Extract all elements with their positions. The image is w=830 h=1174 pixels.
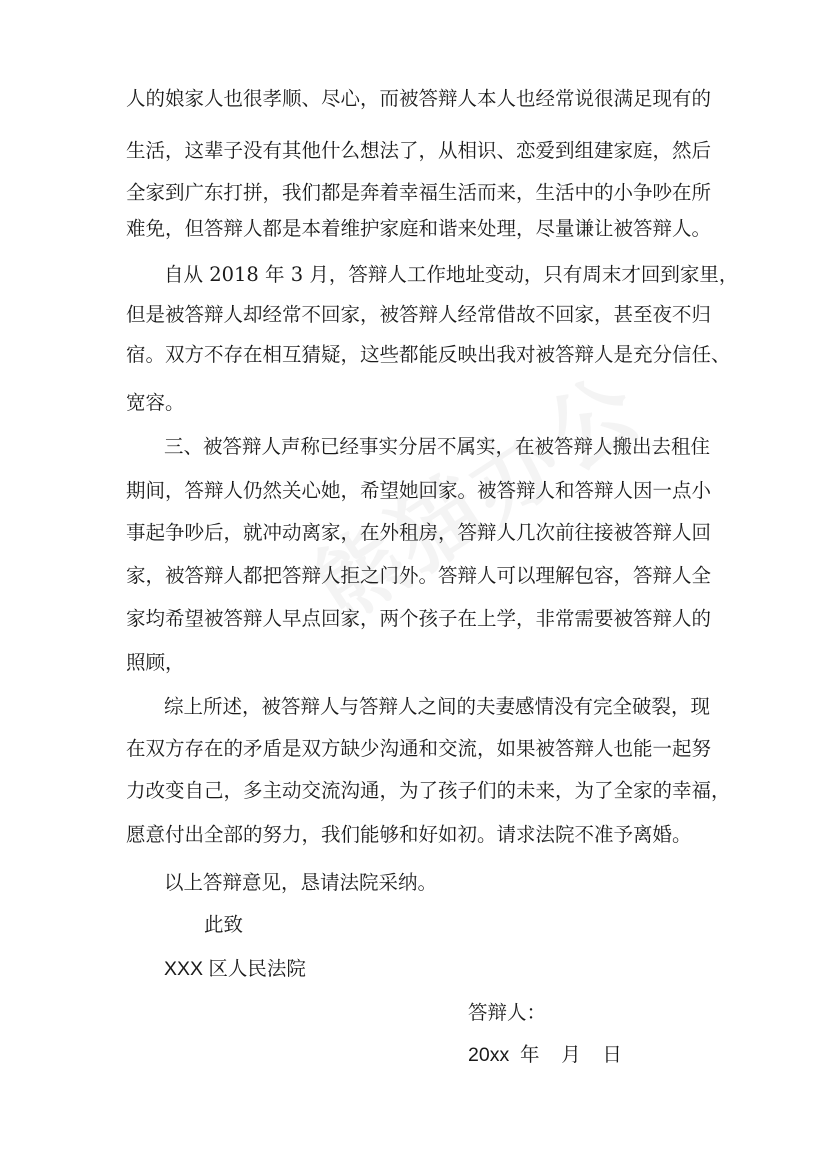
paragraph1-line: 难免，但答辩人都是本着维护家庭和谐来处理，尽量谦让被答辩人。	[126, 217, 712, 240]
signature-label: 答辩人：	[468, 1001, 547, 1024]
date-line: 20xx 年 月 日	[468, 1044, 622, 1066]
paragraph4-line: 愿意付出全部的努力，我们能够和好如初。请求法院不准予离婚。	[126, 823, 692, 846]
paragraph2-line: 宽容。	[126, 391, 185, 414]
paragraph2-line: 自从 2018 年 3 月，答辩人工作地址变动，只有周末才回到家里，	[164, 263, 739, 286]
paragraph1-line: 人的娘家人也很孝顺、尽心，而被答辩人本人也经常说很满足现有的	[126, 87, 712, 110]
paragraph2-line: 但是被答辩人却经常不回家，被答辩人经常借故不回家，甚至夜不归	[126, 303, 712, 326]
paragraph3-line: 三、被答辩人声称已经事实分居不属实，在被答辩人搬出去租住	[164, 435, 711, 458]
paragraph1-line: 生活，这辈子没有其他什么想法了，从相识、恋爱到组建家庭，然后	[126, 139, 712, 162]
paragraph3-line: 期间，答辩人仍然关心她，希望她回家。被答辩人和答辩人因一点小	[126, 479, 712, 502]
salutation: 此致	[204, 913, 244, 936]
paragraph4-line: 力改变自己，多主动交流沟通，为了孩子们的未来，为了全家的幸福，	[126, 779, 731, 802]
closing-text: 以上答辩意见，恳请法院采纳。	[164, 871, 438, 894]
paragraph4-line: 在双方存在的矛盾是双方缺少沟通和交流，如果被答辩人也能一起努	[126, 737, 712, 760]
court-name: XXX 区人民法院	[164, 958, 306, 980]
paragraph3-line: 家均希望被答辩人早点回家，两个孩子在上学，非常需要被答辩人的	[126, 607, 712, 630]
paragraph2-line: 宿。双方不存在相互猜疑，这些都能反映出我对被答辩人是充分信任、	[126, 343, 731, 366]
paragraph3-line: 家，被答辩人都把答辩人拒之门外。答辩人可以理解包容，答辩人全	[126, 564, 712, 587]
paragraph3-line: 照顾，	[126, 651, 185, 674]
paragraph4-line: 综上所述，被答辩人与答辩人之间的夫妻感情没有完全破裂，现	[164, 695, 711, 718]
paragraph3-line: 事起争吵后，就冲动离家，在外租房，答辩人几次前往接被答辩人回	[126, 521, 712, 544]
paragraph1-line: 全家到广东打拼，我们都是奔着幸福生活而来，生活中的小争吵在所	[126, 181, 712, 204]
